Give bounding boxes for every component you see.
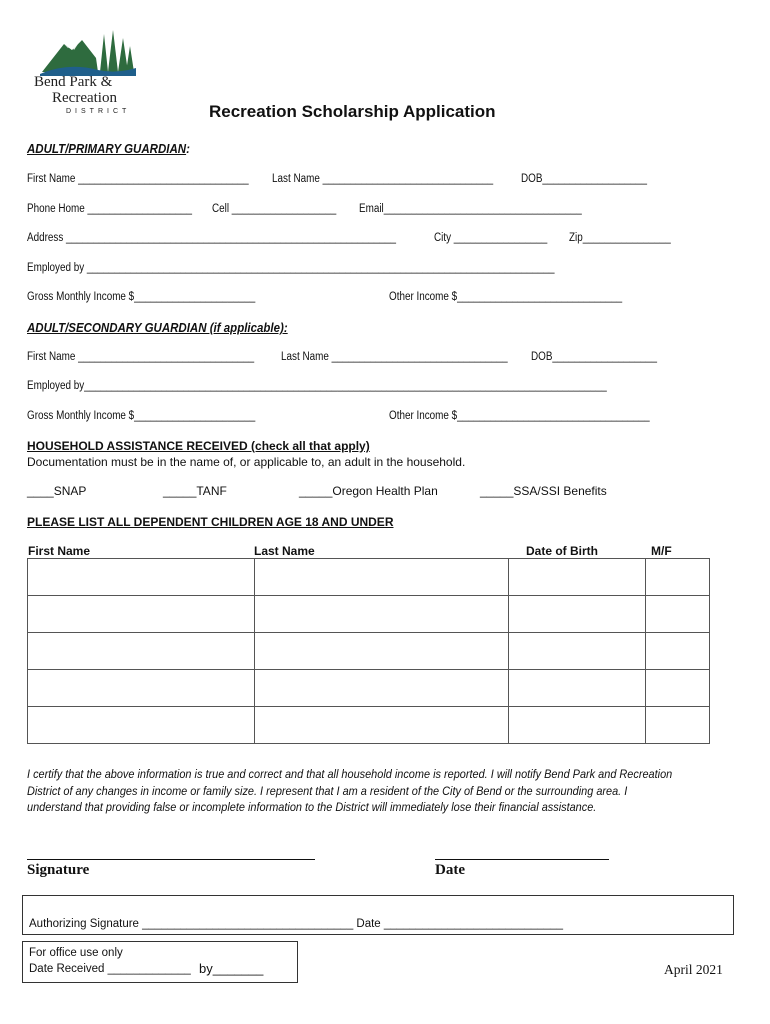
logo-mountain-icon: [38, 28, 138, 76]
secondary-employed-field[interactable]: Employed by_______________________________________________________________________________________________: [27, 380, 607, 392]
children-heading: PLEASE LIST ALL DEPENDENT CHILDREN AGE 18 AND UNDER: [27, 515, 394, 529]
primary-heading-colon: :: [186, 142, 190, 156]
primary-cell-field[interactable]: Cell ___________________: [212, 203, 337, 215]
table-row: [28, 633, 710, 670]
primary-zip-field[interactable]: Zip________________: [569, 232, 671, 244]
child-first-name-cell[interactable]: [28, 596, 255, 633]
secondary-last-name-field[interactable]: Last Name ________________________________: [281, 351, 508, 363]
date-received-field[interactable]: Date Received _____________: [29, 963, 191, 975]
child-dob-cell[interactable]: [509, 633, 646, 670]
child-dob-cell[interactable]: [509, 596, 646, 633]
assistance-heading: HOUSEHOLD ASSISTANCE RECEIVED (check all that apply): [27, 439, 370, 453]
child-first-name-cell[interactable]: [28, 670, 255, 707]
table-row: [28, 670, 710, 707]
secondary-other-income-field[interactable]: Other Income $___________________________________: [389, 410, 650, 422]
secondary-dob-field[interactable]: DOB___________________: [531, 351, 657, 363]
col-header-last-name: Last Name: [254, 544, 315, 558]
primary-dob-field[interactable]: DOB___________________: [521, 173, 647, 185]
page-title: Recreation Scholarship Application: [209, 102, 496, 121]
primary-address-field[interactable]: Address ____________________________________________________________: [27, 232, 397, 244]
secondary-first-name-field[interactable]: First Name ________________________________: [27, 351, 255, 363]
logo: [28, 28, 140, 120]
primary-last-name-field[interactable]: Last Name _______________________________: [272, 173, 494, 185]
received-by-field[interactable]: by_______: [199, 961, 264, 976]
primary-guardian-heading: [27, 142, 190, 156]
primary-first-name-field[interactable]: First Name _______________________________: [27, 173, 249, 185]
office-use-label: For office use only: [29, 947, 123, 959]
logo-text-line3: DISTRICT: [66, 108, 131, 115]
child-mf-cell[interactable]: [646, 670, 710, 707]
child-last-name-cell[interactable]: [255, 559, 509, 596]
child-dob-cell[interactable]: [509, 707, 646, 744]
child-dob-cell[interactable]: [509, 670, 646, 707]
primary-other-income-field[interactable]: Other Income $______________________________: [389, 291, 623, 303]
snap-checkbox-field[interactable]: ____SNAP: [27, 484, 87, 498]
child-last-name-cell[interactable]: [255, 596, 509, 633]
primary-gross-income-field[interactable]: Gross Monthly Income $______________________: [27, 291, 256, 303]
secondary-gross-income-field[interactable]: Gross Monthly Income $______________________: [27, 410, 256, 422]
child-mf-cell[interactable]: [646, 559, 710, 596]
primary-employed-field[interactable]: Employed by _____________________________________________________________________________________: [27, 262, 555, 274]
child-mf-cell[interactable]: [646, 596, 710, 633]
signature-line[interactable]: [27, 859, 315, 860]
primary-city-field[interactable]: City _________________: [434, 232, 548, 244]
table-row: [28, 559, 710, 596]
form-revision-date: April 2021: [664, 962, 723, 977]
primary-email-field[interactable]: Email____________________________________: [359, 203, 582, 215]
ohp-checkbox-field[interactable]: _____Oregon Health Plan: [299, 484, 438, 498]
assistance-note: Documentation must be in the name of, or applicable to, an adult in the household.: [27, 455, 466, 469]
primary-heading-text: ADULT/PRIMARY GUARDIAN: [27, 142, 187, 156]
logo-text-line1: Bend Park &: [34, 74, 113, 90]
table-row: [28, 707, 710, 744]
children-table: [27, 558, 710, 744]
child-last-name-cell[interactable]: [255, 670, 509, 707]
child-first-name-cell[interactable]: [28, 559, 255, 596]
authorizing-signature-field[interactable]: Authorizing Signature _________________________________ Date ____________________________: [29, 918, 563, 930]
col-header-mf: M/F: [651, 544, 672, 558]
child-first-name-cell[interactable]: [28, 707, 255, 744]
col-header-first-name: First Name: [28, 544, 91, 558]
secondary-guardian-heading: ADULT/SECONDARY GUARDIAN (if applicable):: [27, 321, 288, 335]
date-label: Date: [435, 862, 465, 878]
col-header-dob: Date of Birth: [526, 544, 598, 558]
child-first-name-cell[interactable]: [28, 633, 255, 670]
child-last-name-cell[interactable]: [255, 633, 509, 670]
primary-phone-field[interactable]: Phone Home ___________________: [27, 203, 192, 215]
logo-text-line2: Recreation: [52, 90, 117, 106]
ssa-checkbox-field[interactable]: _____SSA/SSI Benefits: [480, 484, 607, 498]
date-line[interactable]: [435, 859, 609, 860]
child-dob-cell[interactable]: [509, 559, 646, 596]
table-row: [28, 596, 710, 633]
child-mf-cell[interactable]: [646, 707, 710, 744]
signature-label: Signature: [27, 862, 90, 878]
certification-text: I certify that the above information is true and correct and that all household income is reported. I will notify Bend Park and Recreation District of any changes in income or family size. I represent that I am a resident of the City of Bend or the surrounding area. I understand that providing false or incomplete information to the District will immediately lose their financial assistance.: [27, 767, 673, 814]
child-last-name-cell[interactable]: [255, 707, 509, 744]
tanf-checkbox-field[interactable]: _____TANF: [163, 484, 227, 498]
child-mf-cell[interactable]: [646, 633, 710, 670]
